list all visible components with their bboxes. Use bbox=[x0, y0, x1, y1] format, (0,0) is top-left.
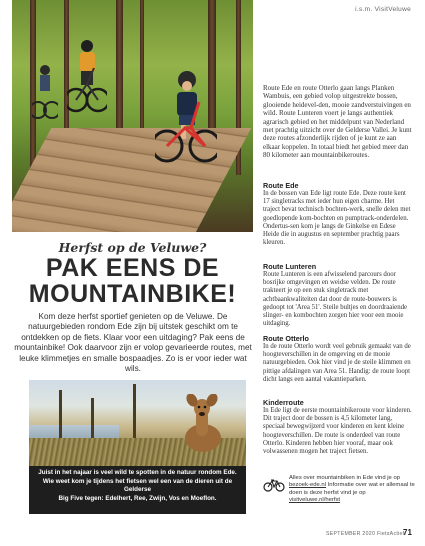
article-kicker: Herfst op de Veluwe? bbox=[58, 240, 207, 255]
footnote bbox=[289, 475, 417, 505]
page-footer bbox=[326, 531, 404, 537]
headline-line-1: PAK EENS DE bbox=[45, 254, 220, 282]
intro-paragraph: Route Ede en route Otterlo gaan langs Planken Wambuis, een gebied volop uitgestrekte bossen, glooiende heidevel-den, mooie zandverstuivingen en wild. Route Lunteren voert je langs authentiek agrarisch gebied en het middelpunt van Nederland met prachtig uitzicht over de Gelderse Vallei. Je kunt deze routes afzonderlijk rijden of je kunt ze aan elkaar koppelen. In totaal biedt het gebied meer dan 80 kilometer aan mountainbikeroutes. bbox=[263, 84, 412, 160]
section-route-ede bbox=[263, 181, 413, 247]
section-title: Kinderroute bbox=[263, 398, 304, 407]
section-title: Route Ede bbox=[263, 181, 299, 190]
child-rider-red-bike bbox=[155, 68, 217, 166]
article-headline bbox=[12, 255, 253, 307]
caption-line-3: Big Five tegen: Edelhert, Ree, Zwijn, Vos en Moeflon. bbox=[58, 494, 217, 502]
caption-line-2: Wie weet kom je tijdens het fietsen wel een van de dieren uit de Gelderse bbox=[42, 477, 233, 494]
section-route-otterlo bbox=[263, 334, 413, 384]
hero-photo-mountainbikers bbox=[12, 0, 253, 232]
link-bezoek-ede[interactable]: bezoek-ede.nl bbox=[289, 482, 327, 489]
page-number: 71 bbox=[403, 528, 412, 537]
section-text: In Ede ligt de eerste mountainbikeroute voor kinderen. Dit traject door de bossen is 4,5 kilometer lang, speciaal bewegwijzerd voor kinderen en kent kleine hoogteverschillen. De route is onderdeel van route Otterlo. Kinderen hebben hier vooraf, maar ook volwassenen mogen het traject fietsen. bbox=[263, 407, 412, 456]
section-title: Route Lunteren bbox=[263, 262, 317, 271]
tree bbox=[59, 390, 62, 440]
footnote-text-2: Informatie over wat er allemaal te doen is deze herfst vind je op bbox=[289, 482, 415, 496]
adult-rider bbox=[67, 38, 107, 116]
footnote-text-1: Alles over mountainbiken in Ede vind je op bbox=[289, 475, 401, 481]
tree bbox=[91, 398, 94, 440]
bicycle-icon bbox=[263, 478, 285, 492]
section-route-lunteren bbox=[263, 262, 413, 328]
section-kinderroute bbox=[263, 398, 413, 456]
magazine-name: FietsActief bbox=[376, 531, 405, 537]
section-title: Route Otterlo bbox=[263, 334, 309, 343]
child-rider-far bbox=[32, 62, 58, 122]
deer-heath-photo bbox=[29, 380, 246, 466]
section-text: Route Lunteren is een afwisselend parcours door bosrijke omgevingen en weidse velden. De route trakteert je op een stuk singletrack met achtbaankwaliteiten dat door de route-bouwers is gedoopt tot 'Area 51'. Steile bultjes en doordraaiende slinger- en kombochten zorgen hier voor een mooie uitdaging. bbox=[263, 271, 408, 328]
section-text: In de route Otterlo wordt veel gebruik gemaakt van de hoogteverschillen in de omgeving en de mooie natuurgebieden. Ook hier vind je de steile klimmen en pittige afdalingen van Area 51. Handig: de route loopt dicht langs een aantal vakantieparken. bbox=[263, 343, 411, 383]
roe-deer bbox=[177, 394, 229, 454]
section-text: In de bossen van Ede ligt route Ede. Deze route kent 17 singletracks met ieder hun eigen charme. Het traject bevat technisch bochten-werk, snelle delen met goedlopende kom-bochten en pumptrack-onderdelen. Ondertus-sen kom je langs de Ginkelse en Edese Heide die in augustus en september prachtig paars kleuren. bbox=[263, 190, 411, 247]
issue-date: SEPTEMBER 2020 bbox=[326, 531, 376, 537]
photo-caption bbox=[29, 466, 246, 514]
lead-paragraph: Kom deze herfst sportief genieten op de Veluwe. De natuurgebieden rondom Ede zijn bij uitstek geschikt om te ontdekken op de fiets. Klaar voor een uitdaging? Pak eens de mountainbike! Ook daarvoor zijn er volop gevarieerde routes, met leuke klimmetjes en smalle bospaadjes. Zo is er voor ieder wat wils. bbox=[14, 312, 252, 374]
tree bbox=[133, 384, 136, 440]
photo-credit: i.s.m. VisitVeluwe bbox=[355, 6, 411, 13]
link-visitveluwe[interactable]: visitveluwe.nl/herfst bbox=[289, 497, 341, 504]
caption-line-1: Juist in het najaar is veel wild te spotten in de natuur rondom Ede. bbox=[38, 469, 237, 476]
headline-line-2: MOUNTAINBIKE! bbox=[28, 280, 237, 308]
